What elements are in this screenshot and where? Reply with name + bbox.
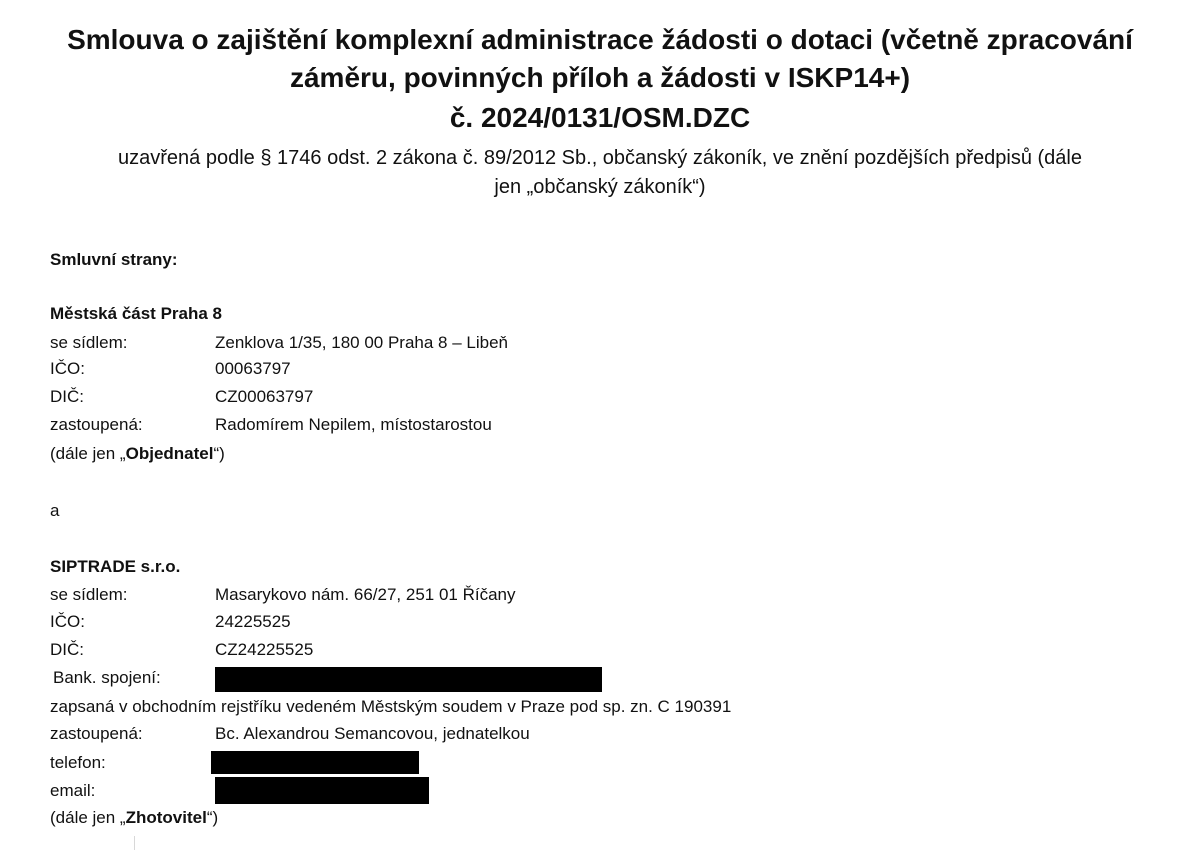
- party2-alias-suffix: “): [206, 808, 219, 827]
- parties-heading: Smluvní strany:: [50, 250, 178, 269]
- party2-seat-label: se sídlem:: [50, 585, 128, 604]
- contract-number: č. 2024/0131/OSM.DZC: [449, 102, 751, 133]
- party1-alias-prefix: (dále jen „: [50, 444, 126, 463]
- party2-bank-label: Bank. spojení:: [53, 668, 161, 687]
- contract-title-line-2: záměru, povinných příloh a žádosti v ISKP14+): [289, 62, 911, 93]
- party2-phone-label: telefon:: [50, 753, 106, 772]
- party2-rep-value: Bc. Alexandrou Semancovou, jednatelkou: [215, 724, 530, 743]
- party1-ico-label: IČO:: [50, 359, 85, 378]
- party2-ico-value: 24225525: [215, 612, 291, 631]
- party1-dic-value: CZ00063797: [215, 387, 314, 406]
- party2-name: SIPTRADE s.r.o.: [50, 557, 181, 576]
- party2-email-label: email:: [50, 781, 96, 800]
- party1-alias-suffix: “): [213, 444, 225, 463]
- party2-alias-prefix: (dále jen „: [50, 808, 126, 827]
- party2-seat-value: Masarykovo nám. 66/27, 251 01 Říčany: [215, 585, 516, 604]
- party1-dic-label: DIČ:: [50, 387, 84, 406]
- party1-seat-label: se sídlem:: [50, 333, 128, 352]
- party1-alias-name: Objednatel: [125, 444, 214, 463]
- party1-alias: [50, 443, 225, 465]
- conjunction: a: [50, 501, 60, 520]
- party1-rep-label: zastoupená:: [50, 415, 143, 434]
- party2-ico-label: IČO:: [50, 612, 85, 631]
- scan-margin-line: [134, 836, 135, 850]
- party1-name: Městská část Praha 8: [50, 304, 222, 323]
- party2-alias: [50, 807, 218, 829]
- party1-ico-value: 00063797: [215, 359, 291, 378]
- party2-dic-value: CZ24225525: [215, 640, 314, 659]
- party1-rep-value: Radomírem Nepilem, místostarostou: [215, 415, 492, 434]
- party2-email-redaction: [215, 777, 429, 804]
- party2-bank-redaction: [215, 667, 602, 692]
- legal-basis-line-1: uzavřená podle § 1746 odst. 2 zákona č. 89/2012 Sb., občanský zákoník, ve znění pozdějších předpisů (dále: [118, 147, 1082, 169]
- contract-title-line-1: Smlouva o zajištění komplexní administrace žádosti o dotaci (včetně zpracování: [67, 24, 1133, 55]
- party2-alias-name: Zhotovitel: [125, 808, 207, 827]
- party2-register: zapsaná v obchodním rejstříku vedeném Městským soudem v Praze pod sp. zn. C 190391: [50, 697, 732, 716]
- party1-seat-value: Zenklova 1/35, 180 00 Praha 8 – Libeň: [215, 333, 508, 352]
- legal-basis-line-2: jen „občanský zákoník“): [494, 176, 706, 198]
- party2-rep-label: zastoupená:: [50, 724, 143, 743]
- party2-phone-redaction: [211, 751, 419, 774]
- party2-dic-label: DIČ:: [50, 640, 84, 659]
